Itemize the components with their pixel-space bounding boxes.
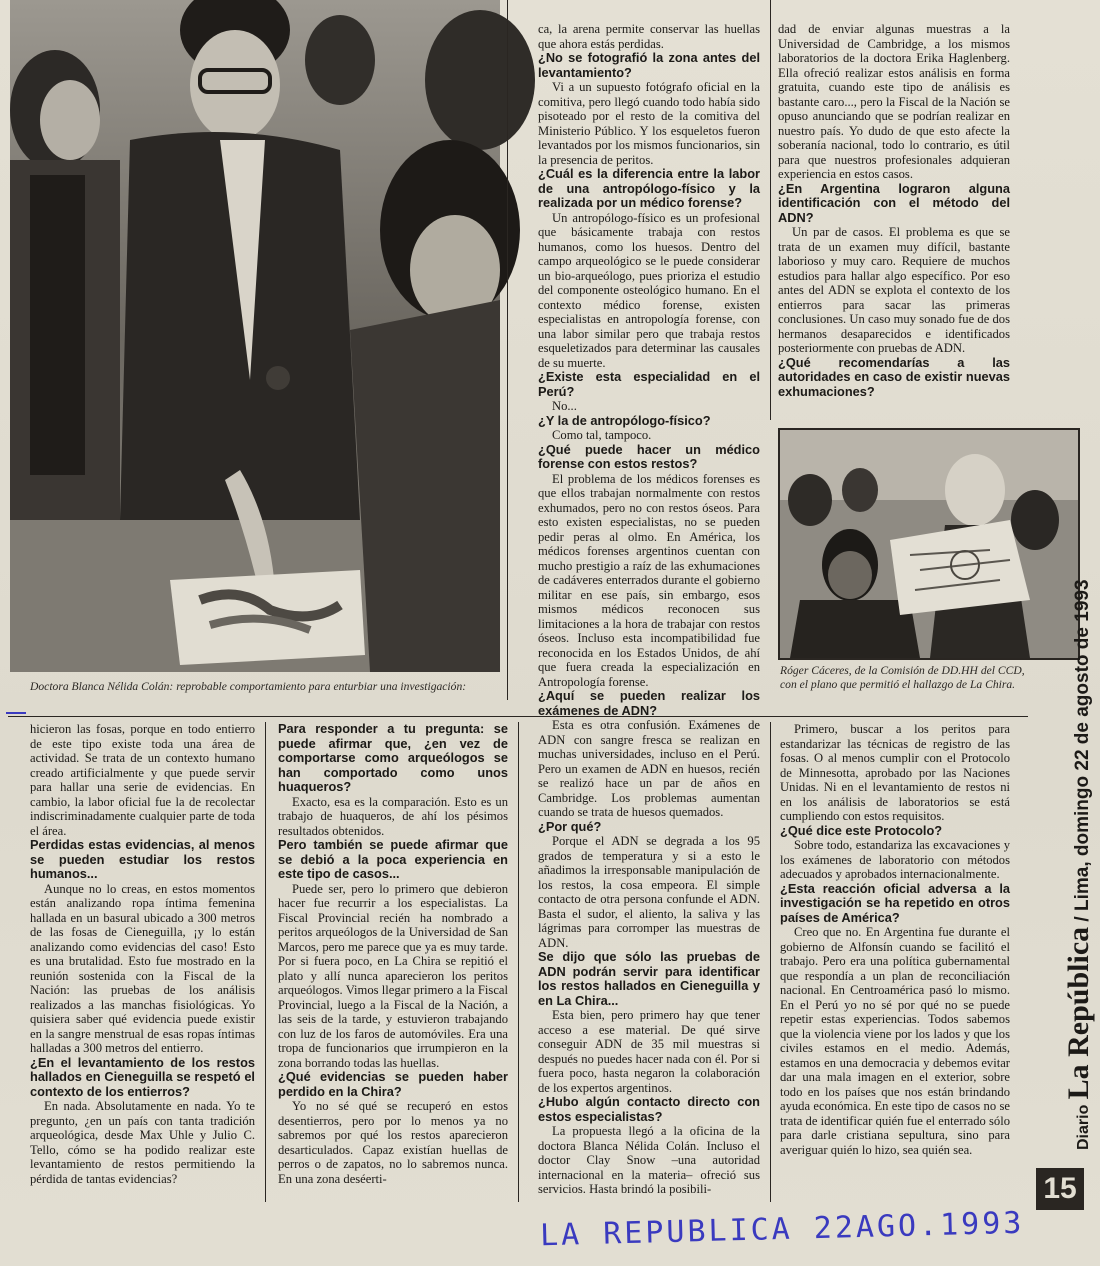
interview-question: ¿Aquí se pueden realizar los exámenes de ADN? — [538, 688, 760, 718]
photo2-caption: Róger Cáceres, de la Comisión de DD.HH del CCD, con el plano que permitió el hallazgo de La Chira. — [780, 664, 1025, 691]
article-column-bottom-1 — [30, 722, 255, 1212]
column-rule — [507, 0, 508, 700]
interview-question: ¿Qué dice este Protocolo? — [780, 822, 943, 838]
interview-question: Para responder a tu pregunta: se puede afirmar que, ¿en vez de comportarse como arqueólogos se han comportado como unos huaqueros? — [278, 721, 508, 794]
column-rule — [770, 722, 771, 1202]
interview-question: ¿Esta reacción oficial adversa a la investigación se ha repetido en otros países de América? — [780, 880, 1010, 925]
pen-mark — [6, 712, 26, 714]
column-rule — [265, 722, 266, 1202]
article-column-bottom-4 — [780, 722, 1010, 1212]
column-rule — [770, 0, 771, 420]
interview-question: Se dijo que sólo las pruebas de ADN podrán servir para identificar los restos hallados en Cieneguilla y en La Chira... — [538, 949, 760, 1008]
interview-question: Pero también se puede afirmar que se debió a la poca experiencia en este tipo de casos... — [278, 837, 508, 881]
interview-paragraph: Un par de casos. El problema es que se trata de un examen muy difícil, bastante laborioso y muy caro. Requiere de muchos estudios para hallar algo específico. Por eso antes del ADN se explota el contexto de los entierros para sacar las primeras conclusiones. Un caso muy sonado fue de dos hermanos desaparecidos e identificados posteriormente con pruebas de ADN. — [778, 225, 1010, 355]
article-column-mid-top — [538, 22, 760, 1196]
interview-paragraph: dad de enviar algunas muestras a la Universidad de Cambridge, a los mismos laboratorios de la doctora Erika Haglenberg. Ella ofreció realizar estos análisis en forma gratuita, cuando este tipo de análisis es bastante caro..., pero la Fiscal de la Nación se opuso anunciando que se podrían realizar en nuestro país. Yo dudo de que esto afecte la soberanía nacional, todo lo contrario, es útil para que nuestros profesionales adquieran experiencia en estos casos. — [778, 22, 1010, 181]
column-rule — [518, 722, 519, 1202]
interview-paragraph: Porque el ADN se degrada a los 95 grados de temperatura y si a esto le añadimos la irresponsable manipulación de los restos, la cosa empeora. El simple contacto de otra persona confunde el ADN. Basta el sudor, el aliento, la saliva y las lágrimas para corromper las muestras de ADN. — [538, 834, 760, 950]
photo-colan-image — [10, 0, 500, 672]
interview-question: ¿No se fotografió la zona antes del levantamiento? — [538, 50, 760, 80]
interview-paragraph: En nada. Absolutamente en nada. Yo te pregunto, ¿en un país con tanta tradición arqueológica, desde Max Uhle y Julio C. Tello, cómo se ha podido realizar este levantamiento de restos permitiendo la pérdida de tantas evidencias? — [30, 1099, 255, 1186]
interview-question: ¿Qué recomendarías a las autoridades en caso de existir nuevas exhumaciones? — [778, 354, 1010, 399]
photo-caceres-image — [780, 430, 1078, 658]
interview-paragraph: Puede ser, pero lo primero que debieron hacer fue recurrir a los especialistas. La Fiscal Provincial recién ha nombrado a peritos arqueólogos de la Universidad de San Marcos, pero me parece que ya es muy tarde. Por si fuera poco, en La Chira se repitió el plato y allí nunca aparecieron los peritos arqueólogos. Vimos llegar primero a la Fiscal Provincial, luego a la Fiscal de la Nación, a las seis de la tarde, y estuvieron trabajando con luz de los faros de automóviles. Era una tropa de funcionarios que irrumpieron en la zona borrando todas las huellas. — [278, 881, 508, 1070]
interview-paragraph: Un antropólogo-físico es un profesional que básicamente trabaja con restos humanos, como los huesos. Dentro del campo arqueológico se le puede considerar un bio-arqueólogo, pues prioriza el estudio del componente osteológico humano. En el contexto médico forense, existen especialistas en antropología forense, con una labor similar pero que trabaja restos esqueletizados para determinar las causales de su muerte. — [538, 210, 760, 370]
masthead: La República — [1062, 926, 1095, 1100]
page-number: 15 — [1036, 1168, 1084, 1210]
interview-paragraph: La propuesta llegó a la oficina de la doctora Blanca Nélida Colán. Incluso el doctor Clay Snow –una autoridad internacional en la materia– ofreció sus servicios. Hasta brindó la posibili- — [538, 1124, 760, 1196]
article-column-bottom-2 — [278, 722, 508, 1212]
interview-question: ¿Y la de antropólogo-físico? — [538, 412, 711, 428]
photo1-caption: Doctora Blanca Nélida Colán: reprobable comportamiento para enturbiar una investigación: — [30, 680, 467, 693]
interview-question: ¿Qué evidencias se pueden haber perdido en la Chira? — [278, 1069, 508, 1099]
interview-paragraph: Esta bien, pero primero hay que tener acceso a ese material. De qué sirve conseguir ADN de 35 mil muestras si después no puedes hacer nada con él. Por si fuera poco, hasta negaron la colaboración de los expertos argentinos. — [538, 1008, 760, 1095]
interview-paragraph: Aunque no lo creas, en estos momentos están analizando ropa íntima femenina hallada en un basural ubicado a 300 metros de las fosas de Cieneguilla, ¡y lo están analizando como evidencias del caso! Esto es una brutalidad. Esto fue mostrado en la reunión sostenida con la Fiscal de la Nación: las pruebas de los análisis realizados a las manchas fisiológicas. Yo quisiera saber qué evidencia puede existir en la sangre menstrual de esas ropas íntimas halladas a 300 metros del entierro. — [30, 881, 255, 1055]
interview-question: ¿Hubo algún contacto directo con estos especialistas? — [538, 1094, 760, 1124]
interview-paragraph: Exacto, esa es la comparación. Esto es un trabajo de huaqueros, de ahí los pésimos resultados obtenidos. — [278, 794, 508, 838]
side-banner-text — [1062, 579, 1096, 1150]
interview-paragraph: Como tal, tampoco. — [552, 428, 652, 442]
interview-paragraph: ca, la arena permite conservar las huellas que ahora estás perdidas. — [538, 22, 760, 51]
interview-paragraph: Creo que no. En Argentina fue durante el gobierno de Alfonsín cuando se facilitó el trabajo. Pero era una política gubernamental que respondía a un plan de reconciliación nacional. En Centroamérica pasó lo mismo. En el Perú yo no sé por qué no se puede repetir estas experiencias. Todos sabemos que la violencia viene por los lados y que los civiles estamos en el medio. Además, estamos en una democracia y debemos evitar dar una mala imagen en el exterior, sobre todo en los países que nos están brindando ayuda económica. En este tipo de casos no se trata de identificar quién fue el enterrado sólo para darle cristiana sepultura, sino para averiguar quién lo hizo, sea quién sea. — [780, 925, 1010, 1157]
interview-paragraph: Vi a un supuesto fotógrafo oficial en la comitiva, pero llegó cuando todo había sido pisoteado por el resto de la comitiva del Ministerio Público. Y los esqueletos fueron levantados por los mismos funcionarios, sin la presencia de peritos. — [538, 80, 760, 167]
interview-paragraph: No... — [552, 399, 577, 413]
interview-paragraph: hicieron las fosas, porque en todo entierro de este tipo existe toda una área de actividad. Se trata de un contexto humano creado artificialmente y que puede servir para hallar una serie de evidencias. En cambio, la labor oficial fue la de recolectar indiscriminadamente cualquier parte de toda el área. — [30, 722, 255, 838]
section-rule — [8, 716, 1028, 717]
interview-question: ¿Existe esta especialidad en el Perú? — [538, 369, 760, 399]
interview-question: ¿En el levantamiento de los restos hallados en Cieneguilla se respetó el contexto de los entierros? — [30, 1054, 255, 1099]
interview-paragraph: Primero, buscar a los peritos para estandarizar las técnicas de registro de las fosas. O al menos cumplir con el Protocolo de Minnesotta, aprobado por las Naciones Unidas. Ni en el levantamiento de restos ni en los análisis de laboratorios se está cumpliendo con estos requisitos. — [780, 722, 1010, 823]
interview-paragraph: El problema de los médicos forenses es que ellos trabajan normalmente con restos exhumados, pero no con restos óseos. Para esto existen especialistas, no se pueden pedir peras al olmo. En América, los médicos forenses argentinos cuentan con mucho prestigio a raíz de las exhumaciones de cadáveres enterrados durante el gobierno militar en ese país, sin embargo, esos mismos médicos reconocen sus limitaciones a la hora de trabajar con restos óseos. Incluso esta incompatibilidad fue reconocida en los Estados Unidos, de ahí que fuera creada la especialización en Antropología forense. — [538, 471, 760, 689]
interview-question: ¿Por qué? — [538, 818, 602, 834]
interview-question: Perdidas estas evidencias, al menos se pueden estudiar los restos humanos... — [30, 837, 255, 881]
dateline: / Lima, domingo 22 de agosto de 1993 — [1072, 579, 1093, 922]
side-banner-prefix: Diario — [1075, 1104, 1092, 1150]
photo-colan-inspection — [10, 0, 500, 672]
handwritten-note: LA REPUBLICA 22AGO.1993 — [539, 1205, 1025, 1254]
interview-question: ¿Qué puede hacer un médico forense con estos restos? — [538, 441, 760, 471]
interview-paragraph: Sobre todo, estandariza las excavaciones y los exámenes de laboratorio con métodos adecuados y aprobados internacionalmente. — [780, 838, 1010, 881]
photo-caceres-map — [778, 428, 1080, 660]
interview-paragraph: Yo no sé qué se recuperó en estos desentierros, pero por lo menos ya no sabremos por qué los restos aparecieron desarticulados. Capaz existían huellas de perros o de zapatos, no lo sabremos nunca. En una zona deséerti- — [278, 1099, 508, 1186]
article-column-right-top — [778, 22, 1010, 422]
interview-question: ¿En Argentina lograron alguna identificación con el método del ADN? — [778, 180, 1010, 225]
interview-paragraph: Esta es otra confusión. Exámenes de ADN con sangre fresca se realizan en muchas universidades, incluso en el Perú. Pero un examen de ADN en huesos, recién se realizó hace un par de años en Cambridge. Los problemas aumentan cuando se trata de huesos quemados. — [538, 718, 760, 819]
interview-question: ¿Cuál es la diferencia entre la labor de una antropólogo-físico y la realizada por un médico forense? — [538, 166, 760, 210]
side-banner — [1032, 579, 1095, 1170]
